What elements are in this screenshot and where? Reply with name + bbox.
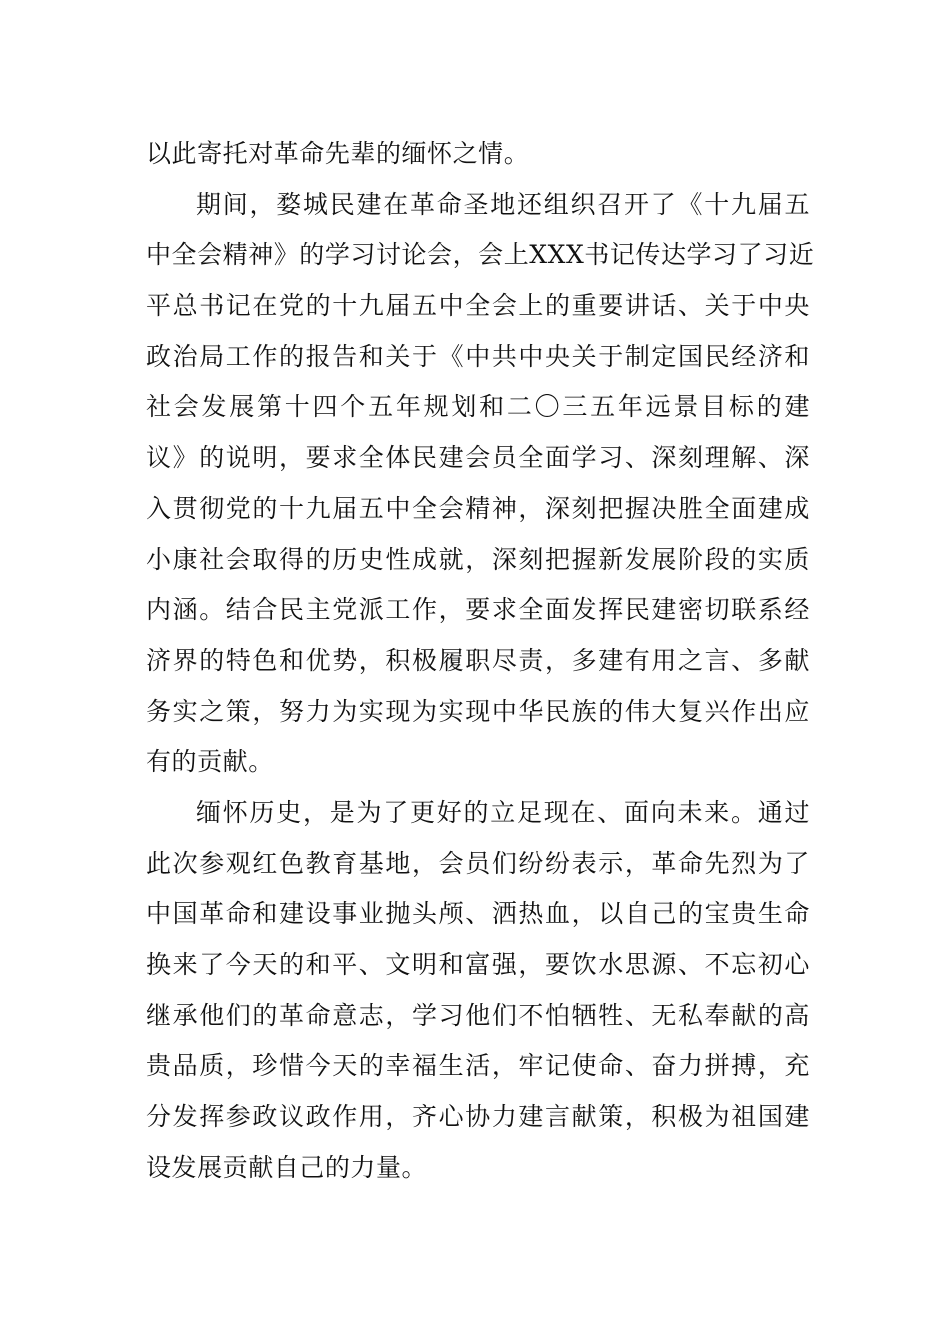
text-line: 分发挥参政议政作用，齐心协力建言献策，积极为祖国建 — [146, 1102, 810, 1132]
paragraph-start-line: 期间，婺城民建在革命圣地还组织召开了《十九届五 — [196, 189, 810, 219]
text-line: 中国革命和建设事业抛头颅、洒热血，以自己的宝贵生命 — [146, 899, 810, 929]
text-line: 中全会精神》的学习讨论会，会上XXX书记传达学习了习近 — [146, 240, 815, 270]
text-line: 以此寄托对革命先辈的缅怀之情。 — [146, 139, 530, 168]
text-line: 换来了今天的和平、文明和富强，要饮水思源、不忘初心 — [146, 950, 810, 979]
text-line: 社会发展第十四个五年规划和二〇三五年远景目标的建 — [146, 392, 810, 422]
text-line: 平总书记在党的十九届五中全会上的重要讲话、关于中央 — [146, 291, 810, 321]
text-line: 政治局工作的报告和关于《中共中央关于制定国民经济和 — [146, 341, 810, 371]
paragraph-end-line: 有的贡献。 — [146, 747, 274, 777]
paragraph-start-line: 缅怀历史，是为了更好的立足现在、面向未来。通过 — [196, 797, 810, 827]
paragraph-end-line: 设发展贡献自己的力量。 — [146, 1152, 428, 1182]
text-line: 内涵。结合民主党派工作，要求全面发挥民建密切联系经 — [146, 595, 810, 625]
text-line: 入贯彻党的十九届五中全会精神，深刻把握决胜全面建成 — [146, 493, 810, 523]
text-line: 务实之策，努力为实现为实现中华民族的伟大复兴作出应 — [146, 696, 810, 726]
text-line: 贵品质，珍惜今天的幸福生活，牢记使命、奋力拼搏，充 — [146, 1051, 810, 1081]
text-line: 议》的说明，要求全体民建会员全面学习、深刻理解、深 — [146, 443, 810, 473]
text-line: 小康社会取得的历史性成就，深刻把握新发展阶段的实质 — [146, 544, 810, 574]
text-line: 济界的特色和优势，积极履职尽责，多建有用之言、多献 — [146, 645, 810, 675]
body-text — [146, 129, 815, 1193]
text-line: 此次参观红色教育基地，会员们纷纷表示，革命先烈为了 — [146, 848, 810, 878]
text-line: 继承他们的革命意志，学习他们不怕牺牲、无私奉献的高 — [146, 1000, 810, 1030]
